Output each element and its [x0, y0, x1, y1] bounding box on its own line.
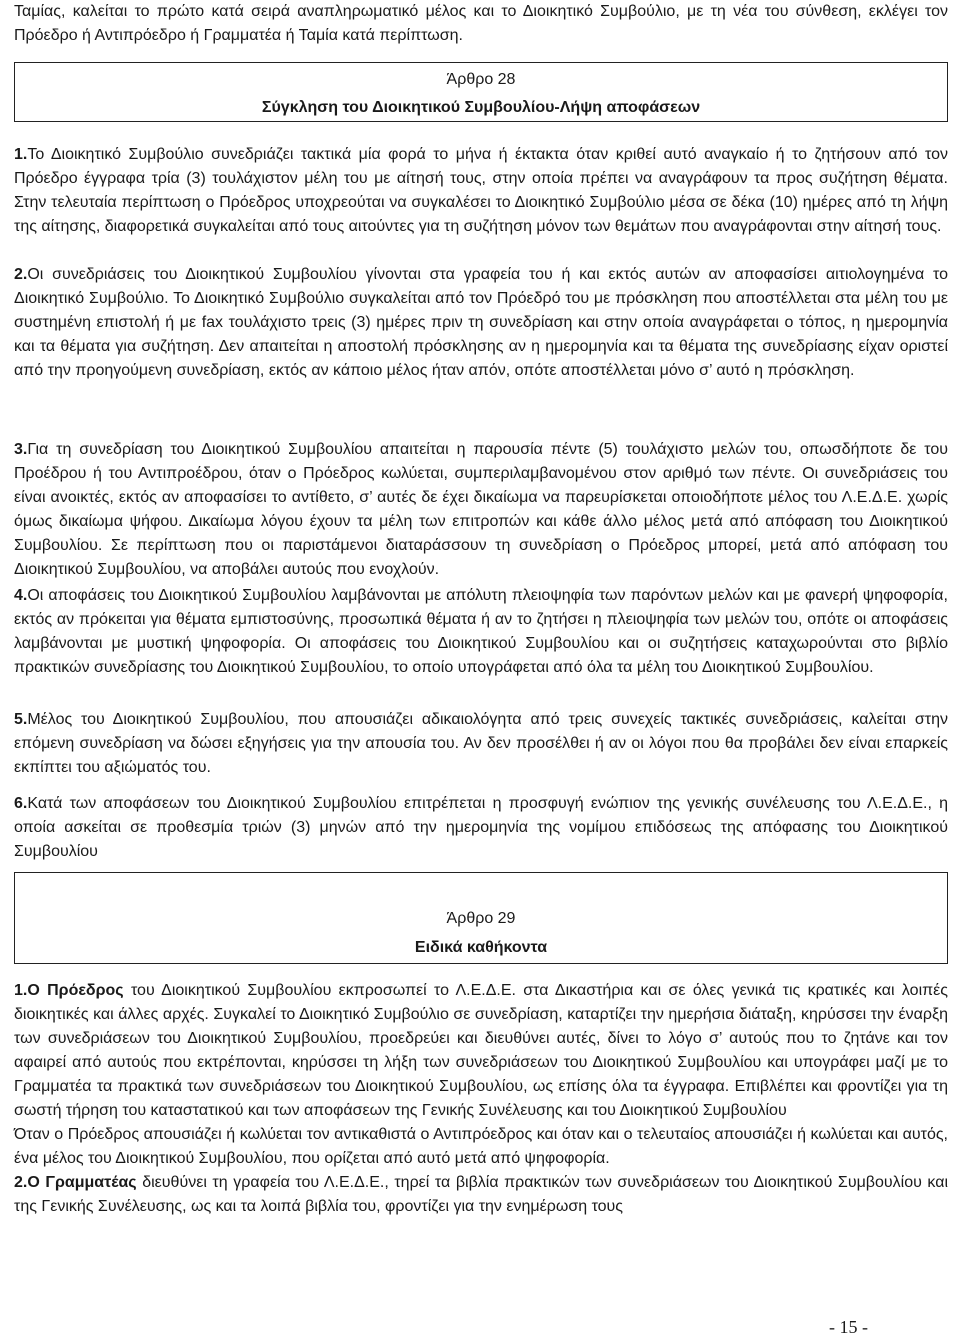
- paragraph-text: Για τη συνεδρίαση του Διοικητικού Συμβουλίου απαιτείται η παρουσία πέντε (5) τουλάχιστο μελών του, οπωσδήποτε δε του Προέδρου ή του Αντιπροέδρου, όταν ο Πρόεδρος κωλύεται, συμπεριλαμβανομένου στον αριθμό των πέντε. Οι συνεδριάσεις του είναι ανοικτές, εκτός αν αποφασίσει το αντίθετο, σ’ αυτές δε έχει δικαίωμα να παρευρίσκεται οποιοδήποτε μέλος του Λ.Ε.Δ.Ε. χωρίς όμως δικαίωμα ψήφου. Δικαίωμα λόγου έχουν τα μέλη των επιτροπών και κάθε άλλο μέλος μετά από απόφαση του Διοικητικού Συμβουλίου. Σε περίπτωση που οι παριστάμενοι διαταράσσουν τη συνεδρίαση ο Πρόεδρος μπορεί, μετά από απόφαση του Διοικητικού Συμβουλίου, να αποβάλει αυτούς που ενοχλούν.: [14, 441, 948, 578]
- paragraph-text: του Διοικητικού Συμβουλίου εκπροσωπεί το Λ.Ε.Δ.Ε. στα Δικαστήρια και σε όλες γενικά τις κρατικές και λοιπές διοικητικές και άλλες αρχές. Συγκαλεί το Διοικητικό Συμβούλιο σε συνεδρίαση, καταρτίζει την ημερήσια διάταξη, κηρύσσει την έναρξη των συνεδριάσεων του Διοικητικού Συμβουλίου, προεδρεύει και διευθύνει αυτές, δίνει το λόγο σ’ αυτούς που το ζητάνε και τον αφαιρεί από αυτούς που εκτρέπονται, κηρύσσει τη λήξη των συνεδριάσεων του Διοικητικού Συμβουλίου και υπογράφει μαζί με το Γραμματέα τα πρακτικά των συνεδριάσεων του Διοικητικού Συμβουλίου, ως επίσης όλα τα έγγραφα. Επιβλέπει και φροντίζει για τη σωστή τήρηση του καταστατικού και των αποφάσεων της Γενικής Συνέλευσης και του Διοικητικού Συμβουλίου: [14, 982, 949, 1119]
- article-28-paragraph-2: [14, 263, 948, 383]
- paragraph-text: Οι συνεδριάσεις του Διοικητικού Συμβουλίου γίνονται στα γραφεία του ή και εκτός αυτών αν αποφασίσει αιτιολογημένα το Διοικητικό Συμβούλιο. Το Διοικητικό Συμβούλιο συγκαλείται από τον Πρόεδρό του με πρόσκληση που αποστέλλεται στα μέλη του με συστημένη επιστολή ή με fax τουλάχιστο τρεις (3) ημέρες πριν τη συνεδρίαση και στην οποία αναγράφεται ο τόπος, η ημερομηνία και τα θέματα για συζήτηση. Δεν απαιτείται η αποστολή πρόσκλησης αν η ημερομηνία και τα θέματα της συνεδρίασης είχαν οριστεί από την προηγούμενη συνεδρίαση, εκτός αν κάποιο μέλος ήταν απόν, οπότε αποστέλλεται μόνο σ’ αυτό η πρόσκληση.: [14, 266, 948, 379]
- paragraph-text: Το Διοικητικό Συμβούλιο συνεδριάζει τακτικά μία φορά το μήνα ή έκτακτα όταν κριθεί αυτό αναγκαίο ή το ζητήσουν από τον Πρόεδρο έγγραφα τρία (3) τουλάχιστον μέλη του με αίτησή τους, στην οποία πρέπει να αναγράφουν τα προς συζήτηση θέματα. Στην τελευταία περίπτωση ο Πρόεδρος υποχρεούται να συγκαλέσει το Διοικητικό Συμβούλιο μέσα σε δέκα (10) ημέρες από τη λήψη της αίτησης, διαφορετικά συγκαλείται από τους αιτούντες για τη συζήτηση μόνον των θεμάτων που αναγράφονται στην αίτησή τους.: [14, 146, 948, 235]
- article-28-paragraph-5: [14, 708, 948, 780]
- intro-paragraph: Ταμίας, καλείται το πρώτο κατά σειρά αναπληρωματικό μέλος και το Διοικητικό Συμβούλιο, με τη νέα του σύνθεση, εκλέγει τον Πρόεδρο ή Αντιπρόεδρο ή Γραμματέα ή Ταμία κατά περίπτωση.: [14, 3, 948, 44]
- paragraph-text: διευθύνει τη γραφεία του Λ.Ε.Δ.Ε., τηρεί τα βιβλία πρακτικών των συνεδριάσεων του Διοικητικού Συμβουλίου και της Γενικής Συνέλευσης, ως και τα λοιπά βιβλία του, φροντίζει για την ενημέρωση τους: [14, 1174, 949, 1215]
- page-number: - 15 -: [829, 1317, 868, 1337]
- paragraph-number: 2.: [14, 1174, 28, 1191]
- article-29-paragraph-1: [14, 979, 948, 1219]
- article-28-number: Άρθρο 28: [446, 71, 516, 88]
- paragraph-text: Μέλος του Διοικητικού Συμβουλίου, που απουσιάζει αδικαιολόγητα από τρεις συνεχείς τακτικές συνεδριάσεις, καλείται στην επόμενη συνεδρίαση να δώσει εξηγήσεις για την απουσία του. Αν δεν προσέλθει ή αν οι λόγοι που θα προβάλει δεν είναι επαρκείς εκπίπτει του αξιώματός του.: [14, 711, 948, 776]
- article-28-title: Σύγκληση του Διοικητικού Συμβουλίου-Λήψη αποφάσεων: [261, 99, 701, 116]
- paragraph-number: 2.: [14, 266, 28, 283]
- paragraph-text-continued: Όταν ο Πρόεδρος απουσιάζει ή κωλύεται τον αντικαθιστά ο Αντιπρόεδρος και όταν και ο τελευταίος απουσιάζει ή κωλύεται και αυτός, ένα μέλος του Διοικητικού Συμβουλίου, που ορίζεται από αυτό μετά από ψηφοφορία.: [14, 1126, 948, 1167]
- paragraph-number: 5.: [14, 711, 28, 728]
- article-29-number: Άρθρο 29: [446, 910, 516, 927]
- article-28-paragraph-3: [14, 438, 948, 582]
- article-28-paragraph-1: [14, 143, 948, 239]
- paragraph-number: 1.: [14, 146, 28, 163]
- article-28-paragraph-4: [14, 584, 948, 680]
- role-president: Ο Πρόεδρος: [27, 982, 124, 999]
- paragraph-number: 4.: [14, 587, 28, 604]
- article-29-title: Ειδικά καθήκοντα: [414, 939, 548, 956]
- paragraph-number: 3.: [14, 441, 28, 458]
- paragraph-number: 1.: [14, 982, 28, 999]
- paragraph-text: Οι αποφάσεις του Διοικητικού Συμβουλίου λαμβάνονται με απόλυτη πλειοψηφία των παρόντων μελών και με φανερή ψηφοφορία, εκτός αν πρόκειται για θέματα εμπιστοσύνης, προσωπικά θέματα ή αν το ζητήσει η πλειοψηφία των μελών του, οπότε οι αποφάσεις λαμβάνονται με μυστική ψηφοφορία. Οι αποφάσεις του Διοικητικού Συμβουλίου και οι συζητήσεις καταχωρούνται στο βιβλίο πρακτικών συνεδρίασης του Διοικητικού Συμβουλίου, το οποίο υπογράφεται από όλα τα μέλη του Διοικητικού Συμβουλίου.: [14, 587, 948, 676]
- paragraph-text: Κατά των αποφάσεων του Διοικητικού Συμβουλίου επιτρέπεται η προσφυγή ενώπιον της γενικής συνέλευσης του Λ.Ε.Δ.Ε., η οποία ασκείται σε προθεσμία τριών (3) μηνών από την ημερομηνία της νομίμου επιδόσεως της απόφασης του Διοικητικού Συμβουλίου: [14, 795, 948, 860]
- role-secretary: Ο Γραμματέας: [27, 1174, 137, 1191]
- paragraph-number: 6.: [14, 795, 28, 812]
- article-28-paragraph-6: [14, 792, 948, 864]
